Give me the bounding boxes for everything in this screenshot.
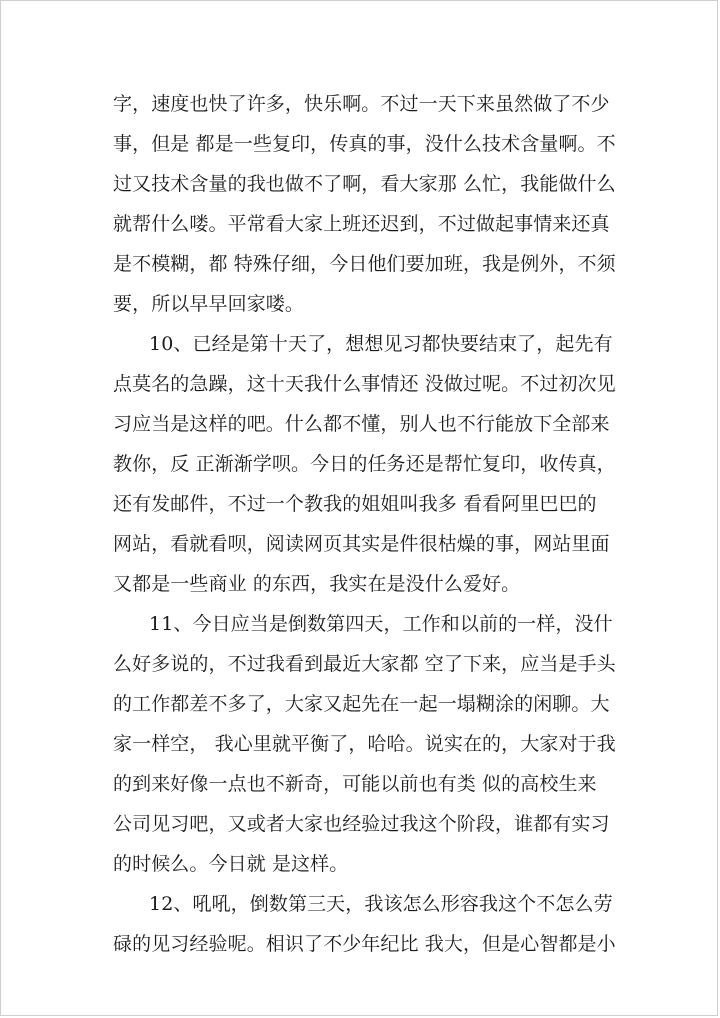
text-line-19: 公司见习吧，又或者大家也经验过我这个阶段，谁都有实习 xyxy=(113,813,610,835)
text-line-18: 的到来好像一点也不新奇，可能以前也有类 似的高校生来 xyxy=(113,773,597,795)
text-line-17: 家一样空， 我心里就平衡了，哈哈。说实在的，大家对于我 xyxy=(113,733,616,755)
text-line-8: 点莫名的急躁，这十天我什么事情还 没做过呢。不过初次见 xyxy=(113,373,616,395)
text-line-6: 要，所以早早回家喽。 xyxy=(113,293,305,315)
text-line-5: 是不模糊，都 特殊仔细，今日他们要加班，我是例外，不须 xyxy=(113,253,616,275)
text-line-16: 的工作都差不多了，大家又起先在一起一塌糊涂的闲聊。大 xyxy=(113,693,610,715)
text-line-2: 事，但是 都是一些复印，传真的事，没什么技术含量啊。不 xyxy=(113,133,616,155)
text-line-15: 么好多说的，不过我看到最近大家都 空了下来，应当是手头 xyxy=(113,653,616,675)
text-line-4: 就帮什么喽。平常看大家上班还迟到，不过做起事情来还真 xyxy=(113,213,610,235)
text-line-9: 习应当是这样的吧。什么都不懂，别人也不行能放下全部来 xyxy=(113,413,610,435)
text-line-21: 12、吼吼，倒数第三天，我该怎么形容我这个不怎么劳 xyxy=(149,893,613,915)
text-line-7: 10、已经是第十天了，想想见习都快要结束了，起先有 xyxy=(149,333,613,355)
text-line-10: 教你，反 正渐渐学呗。今日的任务还是帮忙复印，收传真， xyxy=(113,453,616,475)
text-line-20: 的时候么。今日就 是这样。 xyxy=(113,853,349,875)
text-line-3: 过又技术含量的我也做不了啊，看大家那 么忙，我能做什么 xyxy=(113,173,616,195)
text-line-22: 碌的见习经验呢。相识了不少年纪比 我大，但是心智都是小 xyxy=(113,933,616,955)
text-line-11: 还有发邮件，不过一个教我的姐姐叫我多 看看阿里巴巴的 xyxy=(113,493,597,515)
text-line-14: 11、今日应当是倒数第四天，工作和以前的一样，没什 xyxy=(149,613,613,635)
text-line-12: 网站，看就看呗，阅读网页其实是件很枯燥的事，网站里面 xyxy=(113,533,610,555)
text-line-13: 又都是一些商业 的东西，我实在是没什么爱好。 xyxy=(113,573,521,595)
text-line-1: 字，速度也快了许多，快乐啊。不过一天下来虽然做了不少 xyxy=(113,93,610,115)
